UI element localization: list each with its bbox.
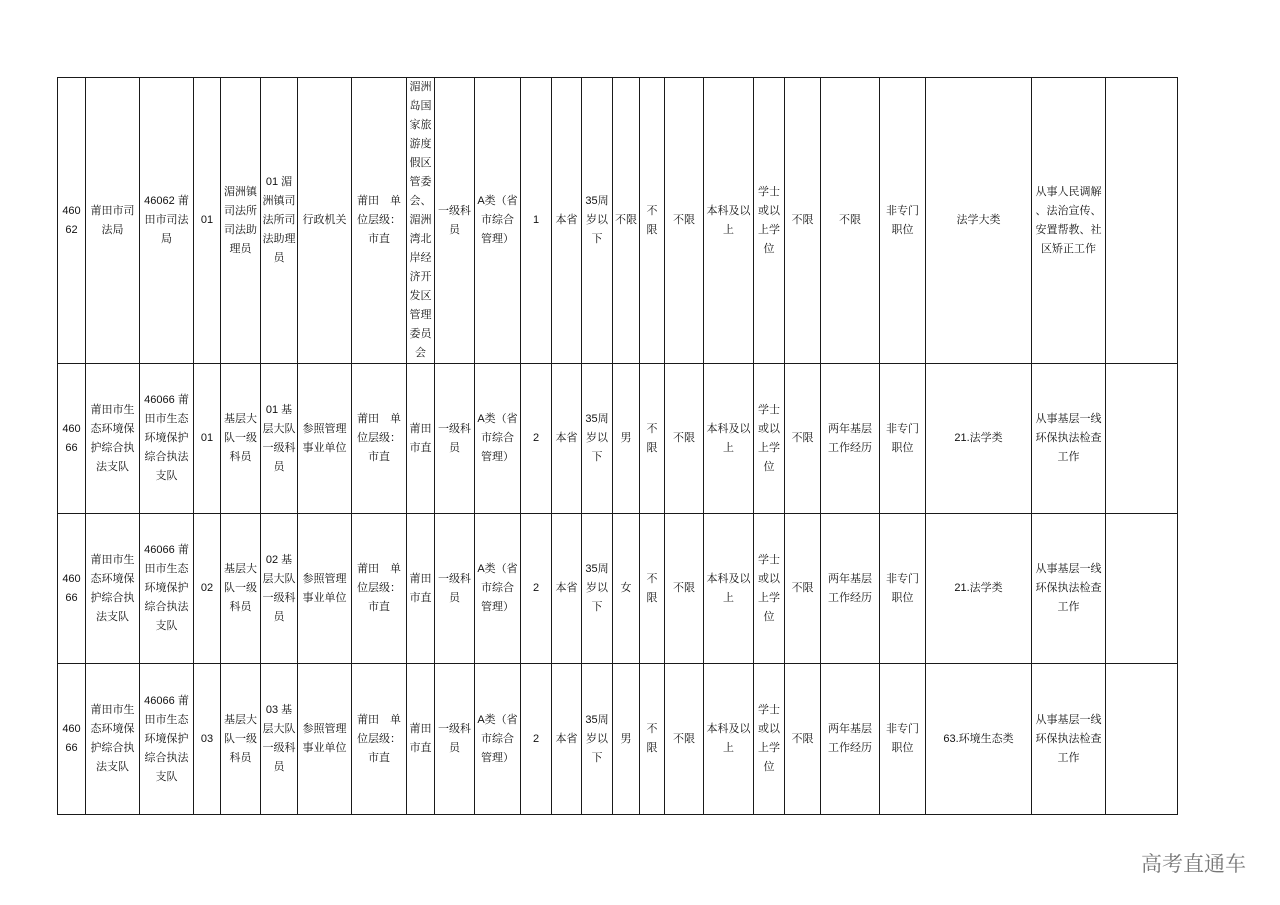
table-cell: 学士或以上学位: [754, 664, 785, 815]
table-cell: 从事基层一线环保执法检查工作: [1032, 664, 1106, 815]
table-cell: 参照管理事业单位: [298, 514, 352, 664]
table-cell: 不限: [613, 78, 640, 364]
table-cell: 46066: [58, 364, 86, 514]
table-cell: 莆田市生态环境保护综合执法支队: [86, 514, 140, 664]
table-cell: 两年基层工作经历: [821, 664, 880, 815]
table-cell: 01: [194, 78, 221, 364]
table-cell: 35周岁以下: [582, 514, 613, 664]
table-cell: 01 湄洲镇司法所司法助理员: [261, 78, 298, 364]
table-cell: 46066 莆田市生态环境保护综合执法支队: [140, 664, 194, 815]
table-cell: 不限: [665, 664, 704, 815]
table-row: [58, 514, 1178, 664]
table-cell: 不限: [785, 514, 821, 664]
table-cell: A类（省市综合管理）: [475, 78, 521, 364]
table-cell: 行政机关: [298, 78, 352, 364]
table-cell: 01: [194, 364, 221, 514]
table-cell: 不限: [785, 664, 821, 815]
table-cell: 一级科员: [435, 514, 475, 664]
table-cell: 2: [521, 364, 552, 514]
table-cell: 基层大队一级科员: [221, 364, 261, 514]
table-cell: [1106, 78, 1178, 364]
table-cell: 学士或以上学位: [754, 364, 785, 514]
table-cell: 本省: [552, 514, 582, 664]
table-cell: 从事基层一线环保执法检查工作: [1032, 364, 1106, 514]
table-cell: 21.法学类: [926, 514, 1032, 664]
table-cell: 03: [194, 664, 221, 815]
table-cell: A类（省市综合管理）: [475, 514, 521, 664]
table-cell: 莆田 单位层级：市直: [352, 514, 407, 664]
table-cell: 莆田市生态环境保护综合执法支队: [86, 364, 140, 514]
table-cell: 46066 莆田市生态环境保护综合执法支队: [140, 514, 194, 664]
table-cell: 非专门职位: [880, 78, 926, 364]
table-cell: 本科及以上: [704, 78, 754, 364]
table-cell: 一级科员: [435, 664, 475, 815]
job-positions-table: [57, 77, 1178, 815]
table-cell: 02 基层大队一级科员: [261, 514, 298, 664]
table-cell: 莆田市生态环境保护综合执法支队: [86, 664, 140, 815]
table-cell: 46066 莆田市生态环境保护综合执法支队: [140, 364, 194, 514]
table-cell: [1106, 664, 1178, 815]
table-cell: 莆田市司法局: [86, 78, 140, 364]
table-cell: 从事基层一线环保执法检查工作: [1032, 514, 1106, 664]
table-cell: 21.法学类: [926, 364, 1032, 514]
table-cell: 非专门职位: [880, 664, 926, 815]
table-cell: 本省: [552, 364, 582, 514]
table-cell: 湄洲镇司法所司法助理员: [221, 78, 261, 364]
table-cell: 不限: [640, 664, 665, 815]
table-cell: 莆田市直: [407, 364, 435, 514]
table-cell: 莆田市直: [407, 664, 435, 815]
table-cell: 非专门职位: [880, 514, 926, 664]
table-cell: 46066: [58, 514, 86, 664]
table-row: [58, 78, 1178, 364]
table-cell: 基层大队一级科员: [221, 664, 261, 815]
table-cell: 非专门职位: [880, 364, 926, 514]
table-cell: 男: [613, 364, 640, 514]
table-cell: 02: [194, 514, 221, 664]
table-cell: A类（省市综合管理）: [475, 664, 521, 815]
table-cell: 35周岁以下: [582, 364, 613, 514]
table-cell: 46062: [58, 78, 86, 364]
table-cell: 不限: [640, 78, 665, 364]
table-cell: 女: [613, 514, 640, 664]
table-cell: 63.环境生态类: [926, 664, 1032, 815]
table-cell: 一级科员: [435, 78, 475, 364]
table-cell: [1106, 364, 1178, 514]
table-cell: 男: [613, 664, 640, 815]
table-cell: 本科及以上: [704, 364, 754, 514]
table-cell: [1106, 514, 1178, 664]
table-cell: 法学大类: [926, 78, 1032, 364]
table-cell: 01 基层大队一级科员: [261, 364, 298, 514]
table-cell: 不限: [821, 78, 880, 364]
table-cell: 学士或以上学位: [754, 78, 785, 364]
table-cell: 一级科员: [435, 364, 475, 514]
table-cell: 两年基层工作经历: [821, 364, 880, 514]
table-cell: 不限: [640, 364, 665, 514]
table-cell: 基层大队一级科员: [221, 514, 261, 664]
table-cell: 从事人民调解、法治宣传、安置帮教、社区矫正工作: [1032, 78, 1106, 364]
table-cell: 本科及以上: [704, 514, 754, 664]
table-cell: 不限: [665, 78, 704, 364]
table-row: [58, 664, 1178, 815]
table-cell: 35周岁以下: [582, 78, 613, 364]
table-cell: A类（省市综合管理）: [475, 364, 521, 514]
table-body: [58, 78, 1178, 815]
table-row: [58, 364, 1178, 514]
table-cell: 不限: [665, 514, 704, 664]
table-cell: 本省: [552, 78, 582, 364]
watermark: 高考直通车: [1141, 853, 1246, 876]
table-cell: 学士或以上学位: [754, 514, 785, 664]
table-cell: 不限: [665, 364, 704, 514]
table-cell: 2: [521, 514, 552, 664]
table-cell: 46062 莆田市司法局: [140, 78, 194, 364]
table-cell: 2: [521, 664, 552, 815]
table-cell: 03 基层大队一级科员: [261, 664, 298, 815]
table-cell: 参照管理事业单位: [298, 364, 352, 514]
table-cell: 莆田 单位层级：市直: [352, 78, 407, 364]
table-cell: 本省: [552, 664, 582, 815]
table-cell: 湄洲岛国家旅游度假区管委会、湄洲湾北岸经济开发区管理委员会: [407, 78, 435, 364]
table-cell: 不限: [785, 78, 821, 364]
table-cell: 两年基层工作经历: [821, 514, 880, 664]
table-cell: 不限: [640, 514, 665, 664]
table-cell: 46066: [58, 664, 86, 815]
table-cell: 莆田市直: [407, 514, 435, 664]
table-cell: 莆田 单位层级：市直: [352, 364, 407, 514]
table-cell: 莆田 单位层级：市直: [352, 664, 407, 815]
table-cell: 35周岁以下: [582, 664, 613, 815]
table-cell: 参照管理事业单位: [298, 664, 352, 815]
table-cell: 1: [521, 78, 552, 364]
table-cell: 本科及以上: [704, 664, 754, 815]
table-cell: 不限: [785, 364, 821, 514]
